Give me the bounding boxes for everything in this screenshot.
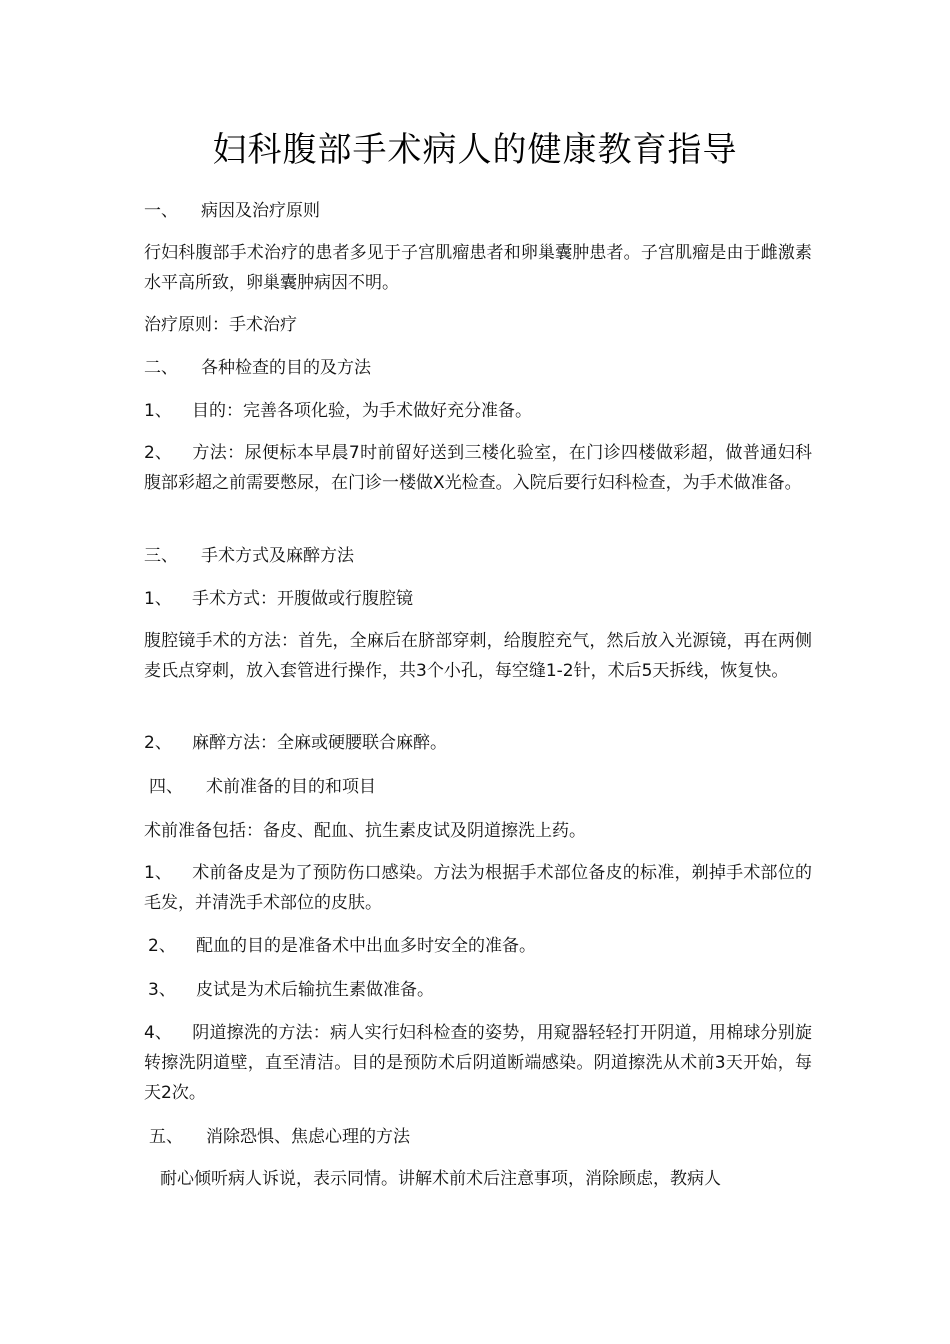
- section-heading-text: 手术方式及麻醉方法: [201, 546, 354, 566]
- item-text: 术前备皮是为了预防伤口感染。方法为根据手术部位备皮的标准，剃掉手术部位的毛发，并清洗手术部位的皮肤。: [144, 863, 812, 913]
- section-heading-text: 术前准备的目的和项目: [206, 777, 376, 797]
- section-heading-5: [149, 1122, 817, 1152]
- list-item: [148, 931, 816, 961]
- item-text: 目的：完善各项化验，为手术做好充分准备。: [192, 401, 532, 421]
- item-number: 2、: [148, 936, 176, 956]
- section-heading-text: 病因及治疗原则: [201, 201, 320, 221]
- item-number: 2、: [144, 443, 172, 463]
- item-text: 手术方式：开腹做或行腹腔镜: [192, 589, 413, 609]
- item-number: 4、: [144, 1023, 172, 1043]
- list-item: [144, 858, 812, 918]
- paragraph: 耐心倾听病人诉说，表示同情。讲解术前术后注意事项，消除顾虑，教病人: [160, 1169, 721, 1189]
- section-heading-1: [144, 196, 812, 226]
- list-item: [144, 1018, 812, 1108]
- list-item: [144, 728, 812, 758]
- document-title: 妇科腹部手术病人的健康教育指导: [212, 130, 738, 170]
- paragraph: 腹腔镜手术的方法：首先，全麻后在脐部穿刺，给腹腔充气，然后放入光源镜，再在两侧麦氏点穿刺，放入套管进行操作，共3个小孔，每空缝1-2针，术后5天拆线，恢复快。: [144, 631, 812, 681]
- list-item: [144, 584, 812, 614]
- list-item: [148, 975, 816, 1005]
- item-number: 1、: [144, 863, 172, 883]
- section-number: 二、: [144, 358, 178, 378]
- section-heading-text: 消除恐惧、焦虑心理的方法: [206, 1127, 410, 1147]
- section-number: 五、: [149, 1127, 183, 1147]
- section-heading-4: [149, 772, 817, 802]
- section-number: 四、: [149, 777, 183, 797]
- item-text: 皮试是为术后输抗生素做准备。: [196, 980, 434, 1000]
- paragraph: 术前准备包括：备皮、配血、抗生素皮试及阴道擦洗上药。: [144, 821, 586, 841]
- item-text: 阴道擦洗的方法：病人实行妇科检查的姿势，用窥器轻轻打开阴道，用棉球分别旋转擦洗阴道壁，直至清洁。目的是预防术后阴道断端感染。阴道擦洗从术前3天开始，每天2次。: [144, 1023, 812, 1103]
- item-number: 3、: [148, 980, 176, 1000]
- item-number: 1、: [144, 401, 172, 421]
- section-number: 一、: [144, 201, 178, 221]
- item-number: 1、: [144, 589, 172, 609]
- section-heading-text: 各种检查的目的及方法: [201, 358, 371, 378]
- item-text: 方法：尿便标本早晨7时前留好送到三楼化验室，在门诊四楼做彩超，做普通妇科腹部彩超之前需要憋尿，在门诊一楼做X光检查。入院后要行妇科检查，为手术做准备。: [144, 443, 812, 493]
- paragraph: 治疗原则：手术治疗: [144, 315, 297, 335]
- list-item: [144, 438, 812, 498]
- section-heading-2: [144, 353, 812, 383]
- section-number: 三、: [144, 546, 178, 566]
- paragraph: 行妇科腹部手术治疗的患者多见于子宫肌瘤患者和卵巢囊肿患者。子宫肌瘤是由于雌激素水平高所致，卵巢囊肿病因不明。: [144, 243, 812, 293]
- item-text: 麻醉方法：全麻或硬腰联合麻醉。: [192, 733, 447, 753]
- list-item: [144, 396, 812, 426]
- item-text: 配血的目的是准备术中出血多时安全的准备。: [196, 936, 536, 956]
- section-heading-3: [144, 541, 812, 571]
- item-number: 2、: [144, 733, 172, 753]
